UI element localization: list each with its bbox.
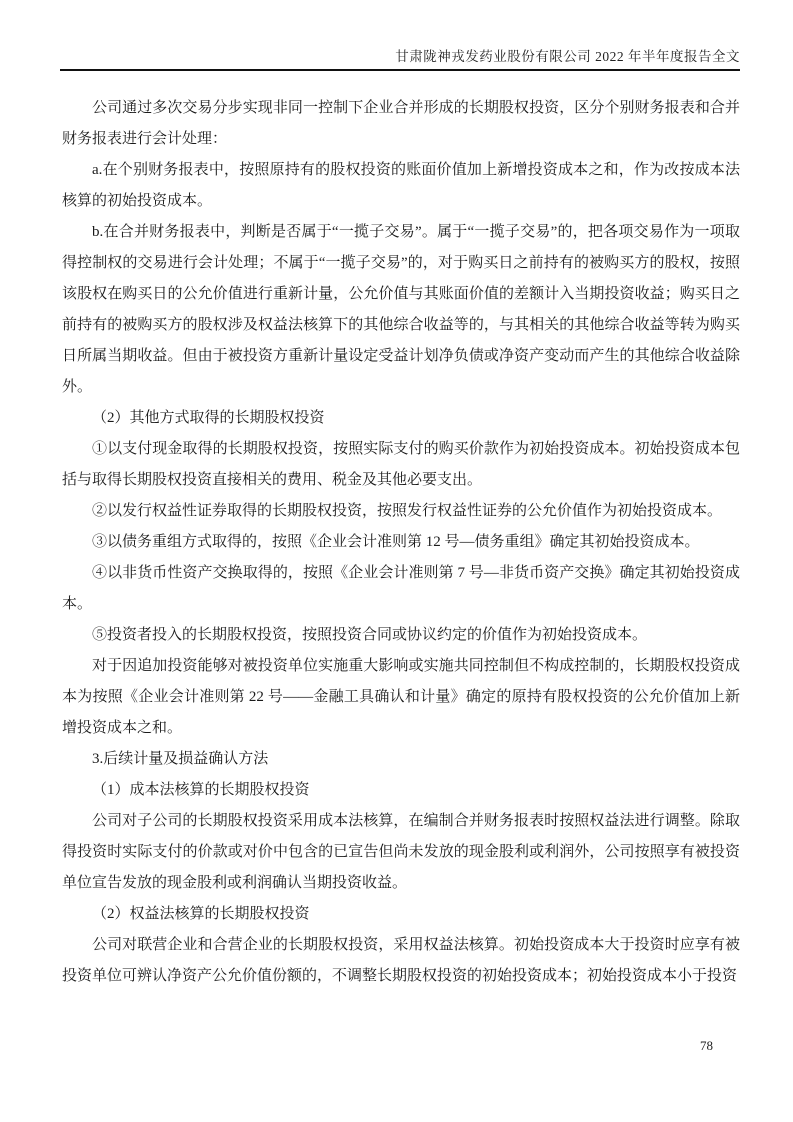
body-paragraph: ②以发行权益性证券取得的长期股权投资，按照发行权益性证券的公允价值作为初始投资成本。: [92, 503, 723, 519]
heading-equity-method: （2）权益法核算的长期股权投资: [92, 906, 310, 922]
body-paragraph: a.在个别财务报表中，按照原持有的股权投资的账面价值加上新增投资成本之和，作为改按成本法核算的初始投资成本。: [62, 162, 740, 209]
heading-other-acquisition-methods: （2）其他方式取得的长期股权投资: [92, 410, 325, 426]
running-header-title: 甘肃陇神戎发药业股份有限公司 2022 年半年度报告全文: [395, 49, 740, 64]
body-paragraph: 对于因追加投资能够对被投资单位实施重大影响或实施共同控制但不构成控制的，长期股权投资成本为按照《企业会计准则第 22 号——金融工具确认和计量》确定的原持有股权投资的公允价值加上新增投资成本之和。: [62, 658, 740, 736]
heading-cost-method: （1）成本法核算的长期股权投资: [92, 782, 310, 798]
body-paragraph: b.在合并财务报表中，判断是否属于“一揽子交易”。属于“一揽子交易”的，把各项交易作为一项取得控制权的交易进行会计处理；不属于“一揽子交易”的，对于购买日之前持有的被购买方的股权，按照该股权在购买日的公允价值进行重新计量，公允价值与其账面价值的差额计入当期投资收益；购买日之前持有的被购买方的股权涉及权益法核算下的其他综合收益等的，与其相关的其他综合收益等转为购买日所属当期收益。但由于被投资方重新计量设定受益计划净负债或净资产变动而产生的其他综合收益除外。: [62, 224, 740, 395]
body-paragraph: ③以债务重组方式取得的，按照《企业会计准则第 12 号—债务重组》确定其初始投资成本。: [92, 534, 700, 550]
body-paragraph: 公司对子公司的长期股权投资采用成本法核算，在编制合并财务报表时按照权益法进行调整。除取得投资时实际支付的价款或对价中包含的已宣告但尚未发放的现金股利或利润外，公司按照享有被投资单位宣告发放的现金股利或利润确认当期投资收益。: [62, 813, 740, 891]
body-paragraph: ④以非货币性资产交换取得的，按照《企业会计准则第 7 号—非货币资产交换》确定其初始投资成本。: [62, 565, 740, 612]
page-header: [60, 0, 740, 71]
document-body: [62, 93, 740, 992]
body-paragraph: ①以支付现金取得的长期股权投资，按照实际支付的购买价款作为初始投资成本。初始投资成本包括与取得长期股权投资直接相关的费用、税金及其他必要支出。: [62, 441, 740, 488]
body-paragraph: ⑤投资者投入的长期股权投资，按照投资合同或协议约定的价值作为初始投资成本。: [92, 627, 648, 643]
page-number: 78: [700, 1038, 713, 1053]
body-paragraph: 公司通过多次交易分步实现非同一控制下企业合并形成的长期股权投资，区分个别财务报表和合并财务报表进行会计处理：: [62, 100, 740, 147]
body-paragraph: 公司对联营企业和合营企业的长期股权投资，采用权益法核算。初始投资成本大于投资时应享有被投资单位可辨认净资产公允价值份额的，不调整长期股权投资的初始投资成本；初始投资成本小于投资: [62, 937, 740, 984]
heading-subsequent-measurement: 3.后续计量及损益确认方法: [92, 751, 269, 767]
